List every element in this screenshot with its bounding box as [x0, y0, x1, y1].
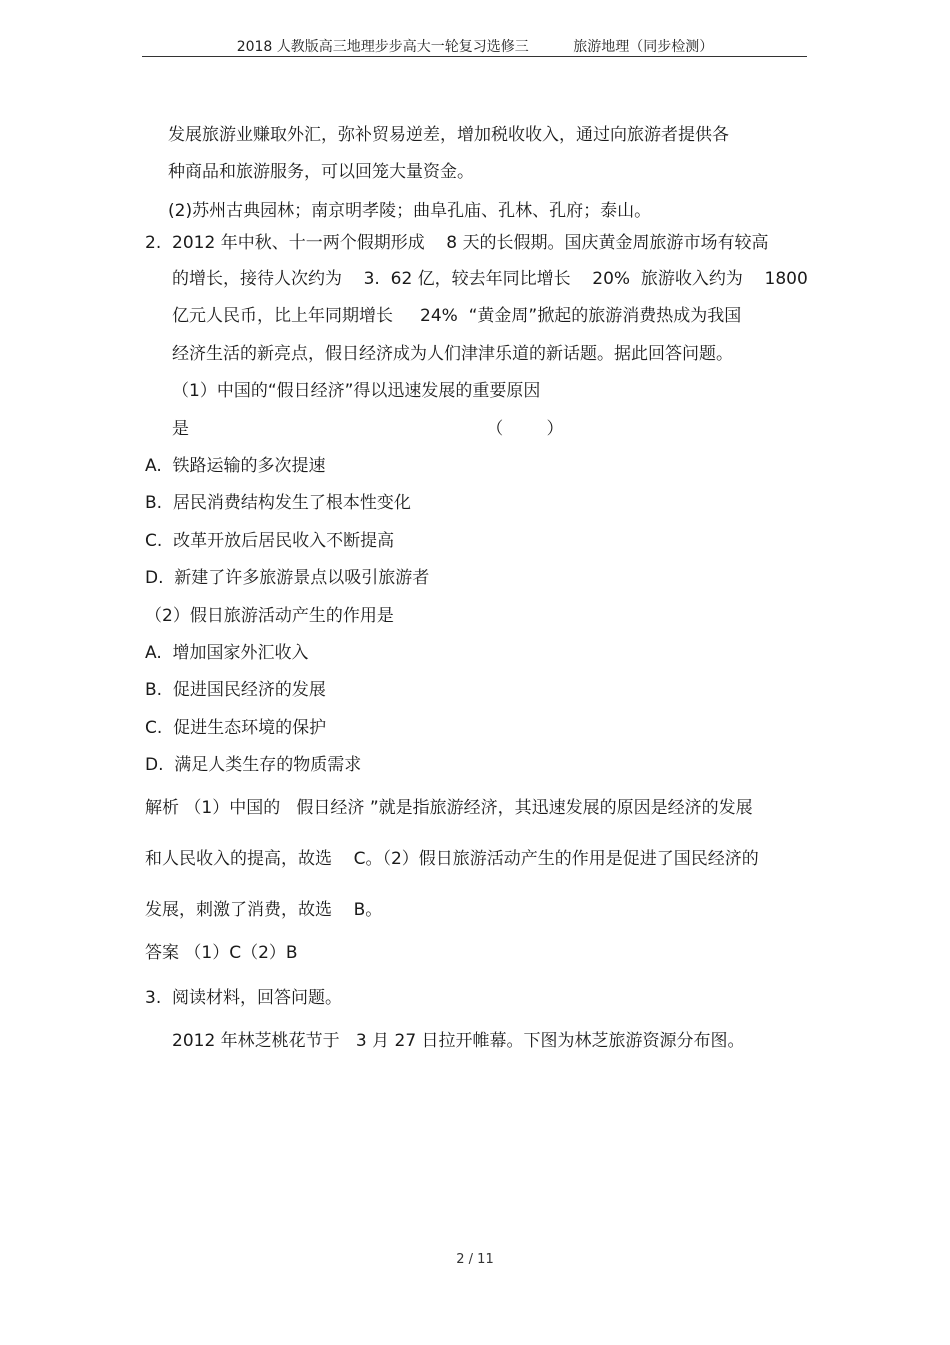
- q2-answer: 答案 （1）C（2）B: [145, 943, 298, 963]
- q2-sub2-option-c: C. 促进生态环境的保护: [145, 718, 327, 738]
- q1-answer-line-2: 种商品和旅游服务，可以回笼大量资金。: [168, 162, 474, 182]
- q3-material: 2012 年林芝桃花节于 3 月 27 日拉开帷幕。下图为林芝旅游资源分布图。: [172, 1031, 745, 1051]
- q1-answer-line-1: 发展旅游业赚取外汇，弥补贸易逆差，增加税收收入，通过向旅游者提供各: [168, 125, 729, 145]
- q2-sub2-option-b: B. 促进国民经济的发展: [145, 680, 326, 700]
- page-number: 2 / 11: [456, 1252, 494, 1267]
- q2-sub1-option-a: A. 铁路运输的多次提速: [145, 456, 326, 476]
- q2-sub1-question: （1）中国的“假日经济”得以迅速发展的重要原因: [172, 381, 541, 401]
- q2-sub1-option-d: D. 新建了许多旅游景点以吸引旅游者: [145, 568, 430, 588]
- q2-stem-line-2: 的增长，接待人次约为 3. 62 亿，较去年同比增长 20% 旅游收入约为 1800: [172, 269, 808, 289]
- q2-stem-line-3: 亿元人民币，比上年同期增长 24% “黄金周”掀起的旅游消费热成为我国: [172, 306, 742, 326]
- header-divider: [142, 56, 807, 57]
- q2-sub1-option-c: C. 改革开放后居民收入不断提高: [145, 531, 395, 551]
- q2-sub2-option-a: A. 增加国家外汇收入: [145, 643, 309, 663]
- q2-sub1-blank: 是 （ ）: [172, 419, 564, 439]
- q1-answer-line-3: (2)苏州古典园林；南京明孝陵；曲阜孔庙、孔林、孔府；泰山。: [168, 201, 652, 221]
- q2-analysis-line-1: 解析 （1）中国的 假日经济 ”就是指旅游经济，其迅速发展的原因是经济的发展: [145, 798, 753, 818]
- q3-stem: 3. 阅读材料，回答问题。: [145, 988, 343, 1008]
- page-header: 2018 人教版高三地理步步高大一轮复习选修三 旅游地理（同步检测）: [236, 39, 714, 55]
- q2-stem-line-4: 经济生活的新亮点，假日经济成为人们津津乐道的新话题。据此回答问题。: [172, 344, 733, 364]
- q2-analysis-line-2: 和人民收入的提高，故选 C。（2）假日旅游活动产生的作用是促进了国民经济的: [145, 849, 759, 869]
- q2-sub2-option-d: D. 满足人类生存的物质需求: [145, 755, 362, 775]
- q2-sub2-question: （2）假日旅游活动产生的作用是: [145, 606, 394, 626]
- q2-sub1-option-b: B. 居民消费结构发生了根本性变化: [145, 493, 411, 513]
- q2-stem-line-1: 2. 2012 年中秋、十一两个假期形成 8 天的长假期。国庆黄金周旅游市场有较高: [145, 233, 769, 253]
- q2-analysis-line-3: 发展，刺激了消费，故选 B。: [145, 900, 383, 920]
